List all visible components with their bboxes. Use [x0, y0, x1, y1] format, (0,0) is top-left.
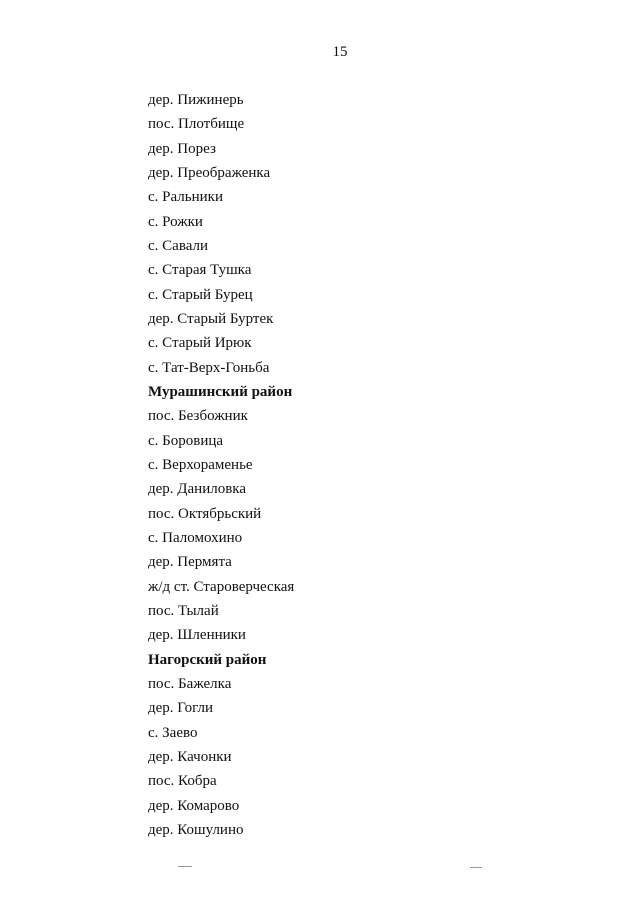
settlement-entry: с. Старый Бурец — [148, 286, 253, 303]
settlement-entry: пос. Плотбище — [148, 116, 245, 133]
settlement-entry: дер. Качонки — [148, 748, 232, 765]
settlement-entry: с. Заево — [148, 724, 198, 741]
settlement-entry: дер. Старый Буртек — [148, 310, 274, 327]
settlement-entry: пос. Кобра — [148, 773, 217, 790]
page-number: 15 — [332, 44, 348, 60]
scan-mark — [178, 866, 192, 867]
settlement-entry: пос. Безбожник — [148, 408, 248, 425]
settlement-entry: с. Рожки — [148, 213, 203, 230]
settlement-entry: с. Старая Тушка — [148, 262, 252, 279]
settlement-entry: с. Ральники — [148, 189, 223, 206]
settlement-entry: с. Савали — [148, 237, 209, 254]
settlement-list — [148, 88, 294, 842]
district-heading: Нагорский район — [148, 651, 267, 668]
settlement-entry: дер. Порез — [148, 140, 216, 157]
settlement-entry: с. Паломохино — [148, 529, 243, 546]
settlement-entry: с. Тат-Верх-Гоньба — [148, 359, 270, 376]
settlement-entry: дер. Пермята — [148, 554, 232, 571]
settlement-entry: дер. Кошулино — [148, 821, 244, 838]
settlement-entry: пос. Бажелка — [148, 675, 232, 692]
settlement-entry: дер. Преображенка — [148, 164, 271, 181]
settlement-entry: с. Старый Ирюк — [148, 335, 252, 352]
settlement-entry: дер. Комарово — [148, 797, 240, 814]
settlement-entry: дер. Гогли — [148, 700, 214, 717]
settlement-entry: дер. Шленники — [148, 627, 246, 644]
settlement-entry: с. Боровица — [148, 432, 224, 449]
settlement-entry: пос. Тылай — [148, 602, 219, 619]
settlement-entry: дер. Пижинерь — [148, 92, 244, 108]
settlement-entry: пос. Октябрьский — [148, 505, 262, 522]
settlement-entry: ж/д ст. Староверческая — [148, 578, 295, 595]
district-heading: Мурашинский район — [148, 383, 293, 400]
settlement-entry: с. Верхораменье — [148, 456, 253, 473]
scan-mark — [470, 867, 482, 868]
settlement-entry: дер. Даниловка — [148, 481, 247, 498]
